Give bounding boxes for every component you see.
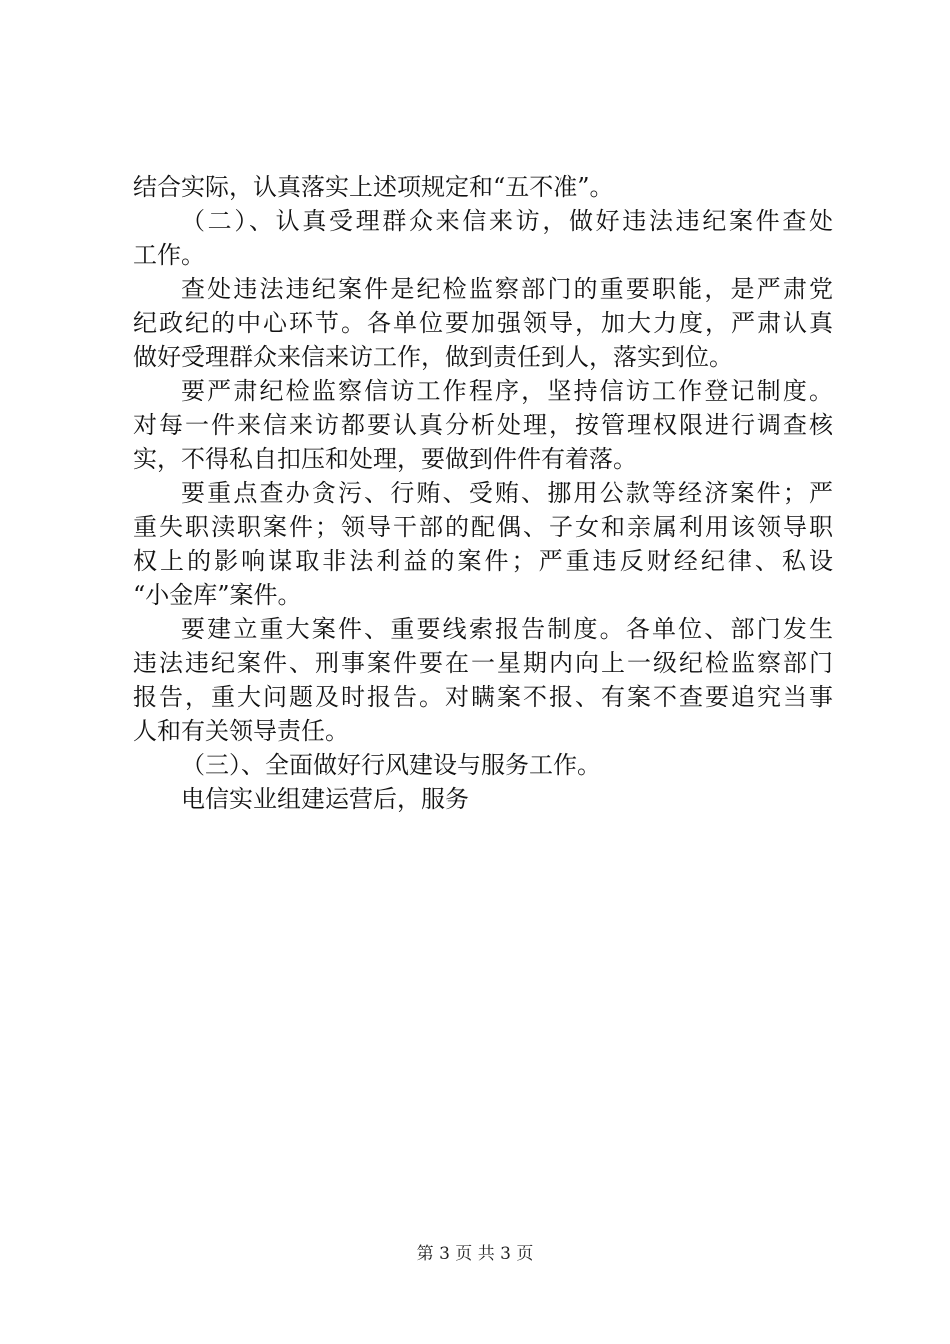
section-heading-2: （二）、认真受理群众来信来访，做好违法违纪案件查处	[181, 207, 833, 235]
text-line: 人和有关领导责任。	[133, 717, 349, 745]
paragraph-start: 要严肃纪检监察信访工作程序，坚持信访工作登记制度。	[181, 377, 833, 405]
text-line: 结合实际，认真落实上述项规定和“五不准”。	[133, 173, 614, 201]
text-line: 实，不得私自扣压和处理，要做到件件有着落。	[133, 445, 637, 473]
text-line: 权上的影响谋取非法利益的案件；严重违反财经纪律、私设	[133, 547, 833, 575]
paragraph-start: 要建立重大案件、重要线索报告制度。各单位、部门发生	[181, 615, 833, 643]
document-body	[133, 170, 833, 816]
paragraph-start: 要重点查办贪污、行贿、受贿、挪用公款等经济案件；严	[181, 479, 833, 507]
text-line: 做好受理群众来信来访工作，做到责任到人，落实到位。	[133, 343, 733, 371]
text-line: 工作。	[133, 241, 205, 269]
text-line: 报告，重大问题及时报告。对瞒案不报、有案不查要追究当事	[133, 683, 833, 711]
text-line: 纪政纪的中心环节。各单位要加强领导，加大力度，严肃认真	[133, 309, 833, 337]
page-number-footer: 第 3 页 共 3 页	[416, 1244, 534, 1264]
text-line: 重失职渎职案件；领导干部的配偶、子女和亲属利用该领导职	[133, 513, 833, 541]
text-line: 对每一件来信来访都要认真分析处理，按管理权限进行调查核	[133, 411, 833, 439]
section-heading-3: （三）、全面做好行风建设与服务工作。	[181, 751, 601, 779]
paragraph-start: 电信实业组建运营后，服务	[181, 785, 469, 813]
text-line: “小金库”案件。	[133, 581, 302, 609]
paragraph-start: 查处违法违纪案件是纪检监察部门的重要职能，是严肃党	[181, 275, 833, 303]
text-line: 违法违纪案件、刑事案件要在一星期内向上一级纪检监察部门	[133, 649, 833, 677]
